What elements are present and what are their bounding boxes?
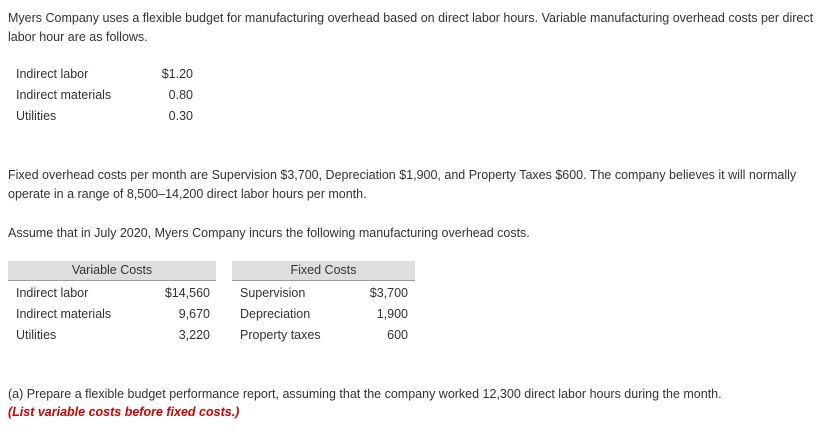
variable-costs-header: Variable Costs <box>8 261 216 281</box>
rate-value: $1.20 <box>161 67 193 81</box>
overhead-costs-table <box>16 283 408 346</box>
rate-label: Indirect labor <box>16 67 89 81</box>
fixed-cost-label: Depreciation <box>240 307 311 321</box>
fixed-cost-label: Property taxes <box>240 328 321 342</box>
fixed-cost-label: Supervision <box>240 286 306 300</box>
variable-cost-label: Utilities <box>16 328 57 342</box>
table-row <box>16 304 408 325</box>
fixed-costs-paragraph: Fixed overhead costs per month are Supervision $3,700, Depreciation $1,900, and Property Taxes $600. The company believes it will normally operate in a range of 8,500–14,200 direct labor hours per month. <box>8 168 797 201</box>
instruction-note: (List variable costs before fixed costs.) <box>8 405 240 419</box>
rate-label: Utilities <box>16 109 57 123</box>
rate-value: 0.30 <box>168 109 193 123</box>
variable-cost-value: 3,220 <box>178 328 210 342</box>
rate-label: Indirect materials <box>16 88 112 102</box>
assume-paragraph: Assume that in July 2020, Myers Company incurs the following manufacturing overhead costs. <box>8 226 530 240</box>
variable-cost-label: Indirect materials <box>16 307 112 321</box>
table-row <box>16 283 408 304</box>
table-row <box>16 106 193 127</box>
fixed-cost-value: 600 <box>387 328 408 342</box>
table-row <box>16 85 193 106</box>
table-row <box>16 64 193 85</box>
variable-rates-table <box>16 64 193 127</box>
fixed-cost-value: $3,700 <box>369 286 408 300</box>
rate-value: 0.80 <box>168 88 193 102</box>
question-text: (a) Prepare a flexible budget performance report, assuming that the company worked 12,300 direct labor hours during the month. <box>8 387 722 401</box>
variable-cost-value: $14,560 <box>164 286 210 300</box>
table-row <box>16 325 408 346</box>
fixed-cost-value: 1,900 <box>376 307 408 321</box>
intro-paragraph: Myers Company uses a flexible budget for manufacturing overhead based on direct labor hours. Variable manufacturing overhead costs per direct labor hour are as follows. <box>8 11 814 44</box>
fixed-costs-header: Fixed Costs <box>232 261 415 281</box>
variable-cost-value: 9,670 <box>178 307 210 321</box>
variable-cost-label: Indirect labor <box>16 286 89 300</box>
